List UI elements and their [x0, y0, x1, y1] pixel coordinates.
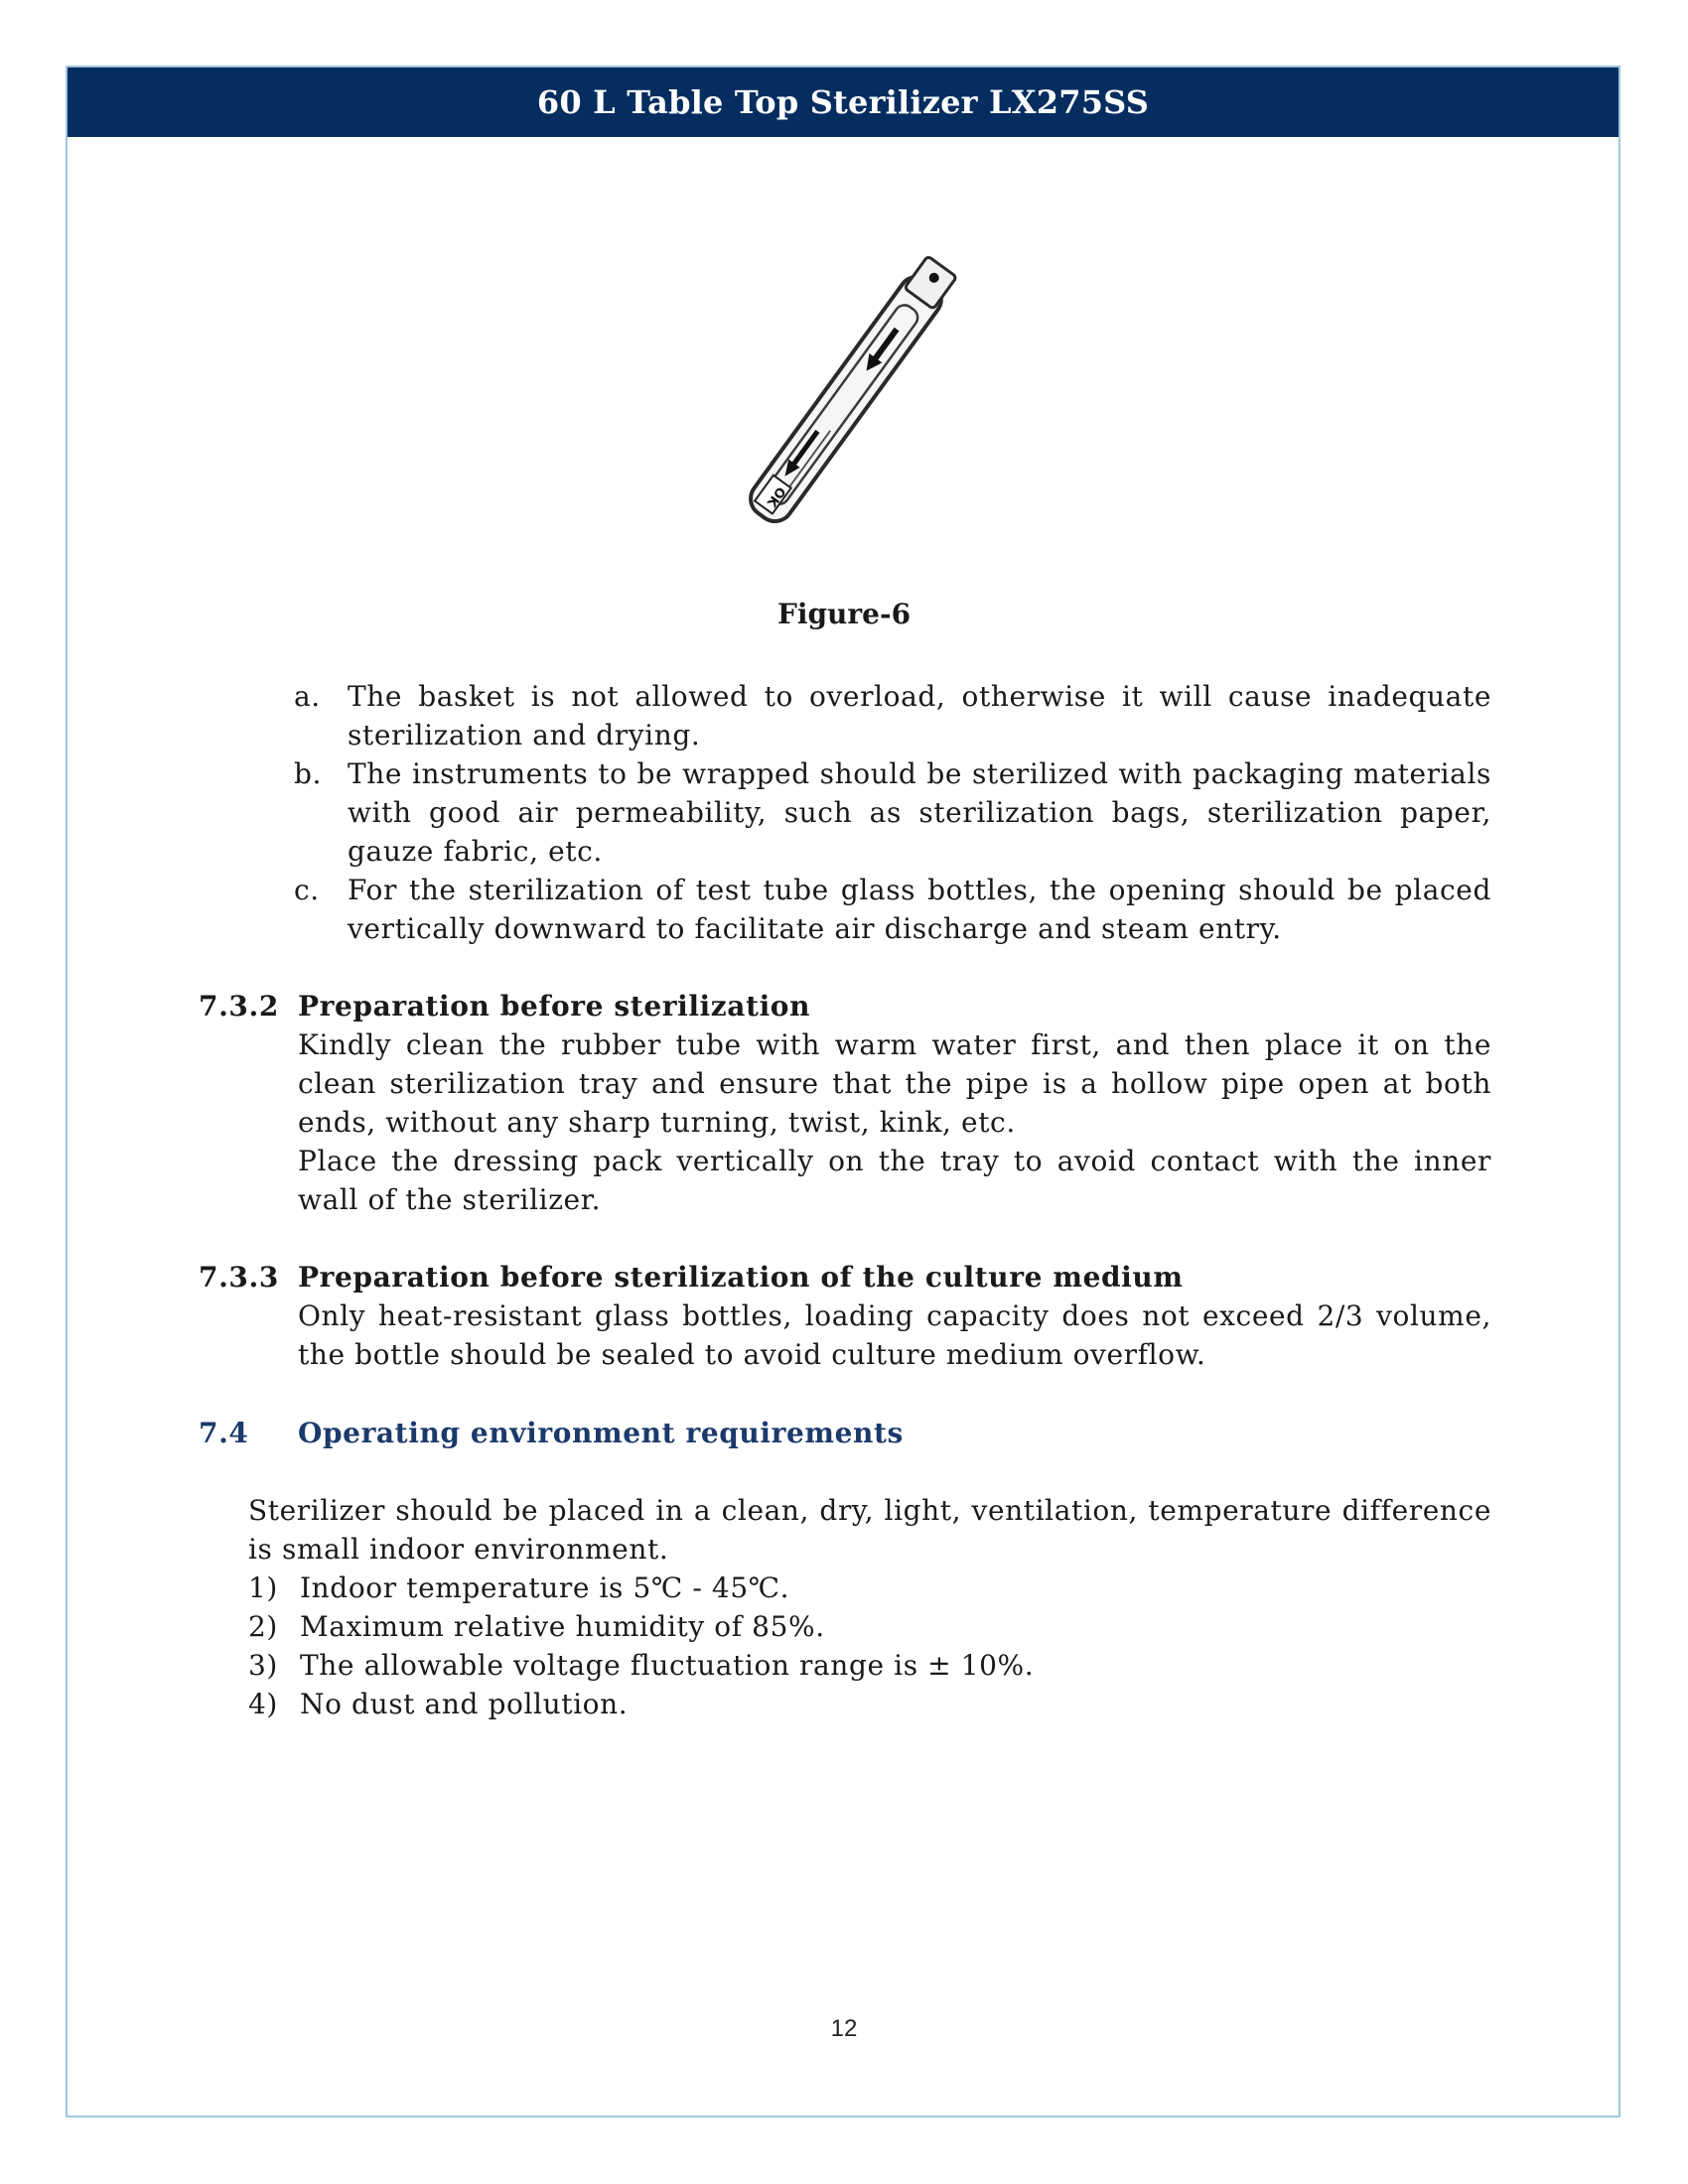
section-title: Preparation before sterilization of the culture medium	[298, 1261, 1184, 1294]
list-item	[248, 1607, 1491, 1646]
list-item-text: No dust and pollution.	[300, 1688, 629, 1720]
paragraph: Place the dressing pack vertically on the tray to avoid contact with the inner wall of the sterilizer.	[298, 1145, 1491, 1216]
list-marker: 4)	[248, 1688, 278, 1720]
paragraph: Sterilizer should be placed in a clean, dry, light, ventilation, temperature difference is small indoor environment.	[248, 1494, 1491, 1566]
list-item	[248, 1569, 1491, 1607]
section-7-4-body	[248, 1491, 1491, 1723]
list-item-text: Maximum relative humidity of 85%.	[300, 1610, 825, 1643]
list-item-text: For the sterilization of test tube glass bottles, the opening should be placed vertically downward to facilitate air discharge and steam entry.	[348, 874, 1491, 945]
paragraph: Kindly clean the rubber tube with warm water first, and then place it on the clean sterilization tray and ensure that the pipe is a hollow pipe open at both ends, without any sharp turning, twist, kink, etc.	[298, 1028, 1491, 1139]
sterilization-pouch-image	[717, 244, 969, 562]
section-number: 7.3.3	[199, 1261, 279, 1294]
document-title: 60 L Table Top Sterilizer LX275SS	[536, 83, 1150, 121]
list-item	[294, 677, 1491, 754]
list-item-text: Indoor temperature is 5℃ - 45℃.	[300, 1571, 790, 1604]
list-marker: 2)	[248, 1610, 278, 1643]
pouch-ok-label: OK	[763, 483, 788, 510]
list-item	[294, 871, 1491, 948]
section-7-3-3-body	[298, 1297, 1491, 1374]
list-item	[248, 1685, 1491, 1723]
page-number: 12	[830, 2015, 858, 2042]
list-item-text: The allowable voltage fluctuation range is ± 10%.	[300, 1649, 1035, 1682]
paragraph: Only heat-resistant glass bottles, loading capacity does not exceed 2/3 volume, the bottle should be sealed to avoid culture medium overflow.	[298, 1299, 1491, 1371]
section-title: Preparation before sterilization	[298, 990, 811, 1023]
list-item-text: The instruments to be wrapped should be sterilized with packaging materials with good air permeability, such as sterilization bags, sterilization paper, gauze fabric, etc.	[348, 757, 1491, 868]
section-7-3-2-body	[298, 1025, 1491, 1219]
packaging-guidelines-list	[294, 677, 1491, 948]
list-marker: a.	[294, 680, 321, 713]
section-title: Operating environment requirements	[298, 1417, 904, 1449]
list-item	[294, 754, 1491, 871]
section-number: 7.3.2	[199, 990, 279, 1023]
header-bar	[68, 68, 1618, 137]
list-marker: b.	[294, 757, 323, 790]
figure-caption: Figure-6	[776, 598, 912, 630]
figure-6-illustration	[717, 244, 969, 562]
list-item-text: The basket is not allowed to overload, otherwise it will cause inadequate sterilization and drying.	[348, 680, 1491, 751]
list-marker: c.	[294, 874, 320, 906]
list-item	[248, 1646, 1491, 1685]
section-number: 7.4	[199, 1417, 249, 1449]
list-marker: 3)	[248, 1649, 278, 1682]
list-marker: 1)	[248, 1571, 278, 1604]
